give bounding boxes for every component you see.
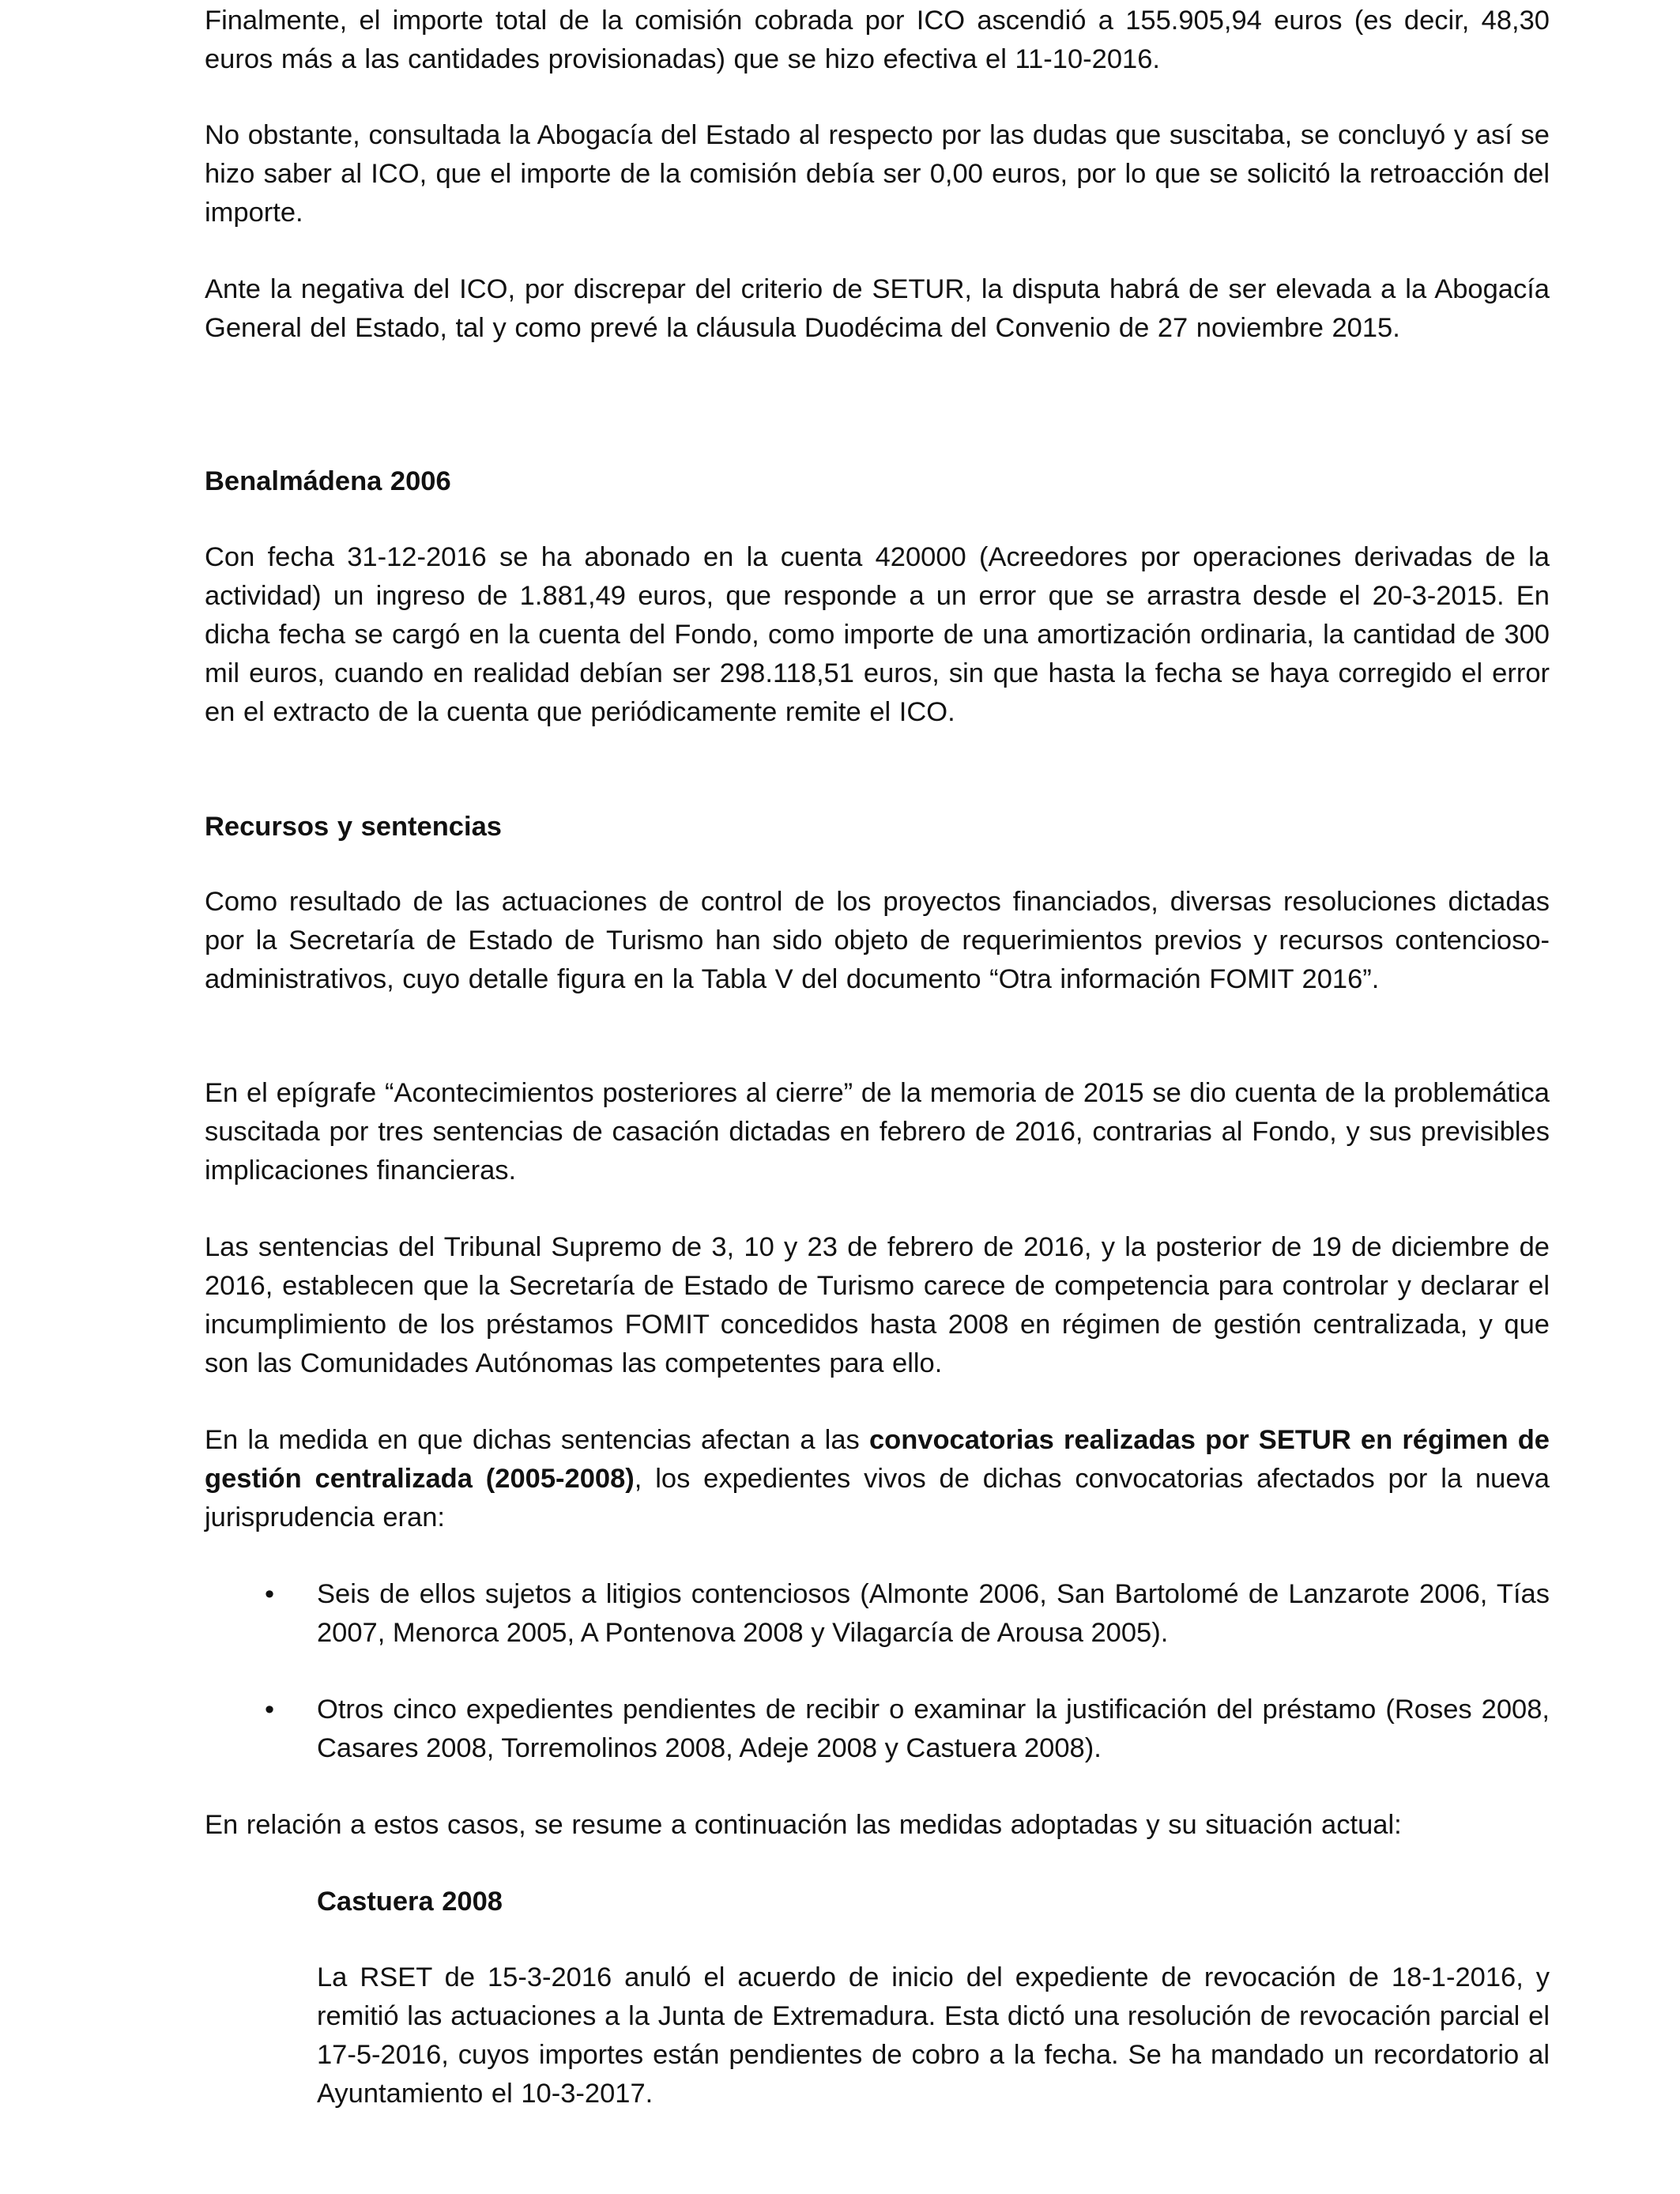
heading-castuera-2008: Castuera 2008 [317, 1887, 503, 1917]
paragraph-castuera-details: La RSET de 15-3-2016 anuló el acuerdo de inicio del expediente de revocación de 18-1-2016, y remitió las actuaciones a la Junta de Extremadura. Esta dictó una resolución de revocación parcial el 17-5-2016, cuyos importes están pendientes de cobro a la fecha. Se ha mandado un recordatorio al Ayuntamiento el 10-3-2017. [317, 1962, 1550, 2109]
list-item-text: Seis de ellos sujetos a litigios contenciosos (Almonte 2006, San Bartolomé de Lanzarote 2006, Tías 2007, Menorca 2005, A Pontenova 2008 y Vilagarcía de Arousa 2005). [317, 1579, 1550, 1648]
paragraph-tribunal-supremo: Las sentencias del Tribunal Supremo de 3, 10 y 23 de febrero de 2016, y la posterior de 19 de diciembre de 2016, establecen que la Secretaría de Estado de Turismo carece de competencia para controlar y declarar el incumplimiento de los préstamos FOMIT concedidos hasta 2008 en régimen de gestión centralizada, y que son las Comunidades Autónomas las competentes para ello. [205, 1232, 1550, 1378]
paragraph-benalmadena-details: Con fecha 31-12-2016 se ha abonado en la cuenta 420000 (Acreedores por operaciones derivadas de la actividad) un ingreso de 1.881,49 euros, que responde a un error que se arrastra desde el 20-3-2015. En dicha fecha se cargó en la cuenta del Fondo, como importe de una amortización ordinaria, la cantidad de 300 mil euros, cuando en realidad debían ser 298.118,51 euros, sin que hasta la fecha se haya corregido el error en el extracto de la cuenta que periódicamente remite el ICO. [205, 542, 1550, 727]
paragraph-acontecimientos: En el epígrafe “Acontecimientos posteriores al cierre” de la memoria de 2015 se dio cuenta de la problemática suscitada por tres sentencias de casación dictadas en febrero de 2016, contrarias al Fondo, y sus previsibles implicaciones financieras. [205, 1078, 1550, 1186]
paragraph-control-actions: Como resultado de las actuaciones de control de los proyectos financiados, diversas resoluciones dictadas por la Secretaría de Estado de Turismo han sido objeto de requerimientos previos y recursos contencioso-administrativos, cuyo detalle figura en la Tabla V del documento “Otra información FOMIT 2016”. [205, 887, 1550, 994]
paragraph-ico-dispute: Ante la negativa del ICO, por discrepar del criterio de SETUR, la disputa habrá de ser elevada a la Abogacía General del Estado, tal y como prevé la cláusula Duodécima del Convenio de 27 noviembre 2015. [205, 274, 1550, 343]
paragraph-medida-sentencias-intro: En la medida en que dichas sentencias afectan a las [205, 1425, 869, 1455]
paragraph-ico-commission-total: Finalmente, el importe total de la comisión cobrada por ICO ascendió a 155.905,94 euros (es decir, 48,30 euros más a las cantidades provisionadas) que se hizo efectiva el 11-10-2016. [205, 6, 1550, 74]
paragraph-abogacia-consultation: No obstante, consultada la Abogacía del Estado al respecto por las dudas que suscitaba, se concluyó y así se hizo saber al ICO, que el importe de la comisión debía ser 0,00 euros, por lo que se solicitó la retroacción del importe. [205, 120, 1550, 228]
paragraph-medida-sentencias-rest: , los expedientes vivos de dichas convocatorias afectados por la nueva jurisprudencia eran: [205, 1464, 1550, 1532]
paragraph-medida-sentencias [205, 1421, 1550, 1537]
bullet-icon: • [265, 1579, 275, 1609]
paragraph-resumen-medidas: En relación a estos casos, se resume a continuación las medidas adoptadas y su situación actual: [205, 1810, 1402, 1840]
heading-benalmadena-2006: Benalmádena 2006 [205, 466, 451, 496]
bullet-icon: • [265, 1695, 275, 1725]
heading-recursos-y-sentencias: Recursos y sentencias [205, 812, 502, 842]
paragraph-medida-sentencias-bold: convocatorias realizadas por SETUR en régimen de gestión centralizada (2005-2008) [205, 1425, 1550, 1494]
list-item-text: Otros cinco expedientes pendientes de recibir o examinar la justificación del préstamo (Roses 2008, Casares 2008, Torremolinos 2008, Adeje 2008 y Castuera 2008). [317, 1695, 1550, 1763]
